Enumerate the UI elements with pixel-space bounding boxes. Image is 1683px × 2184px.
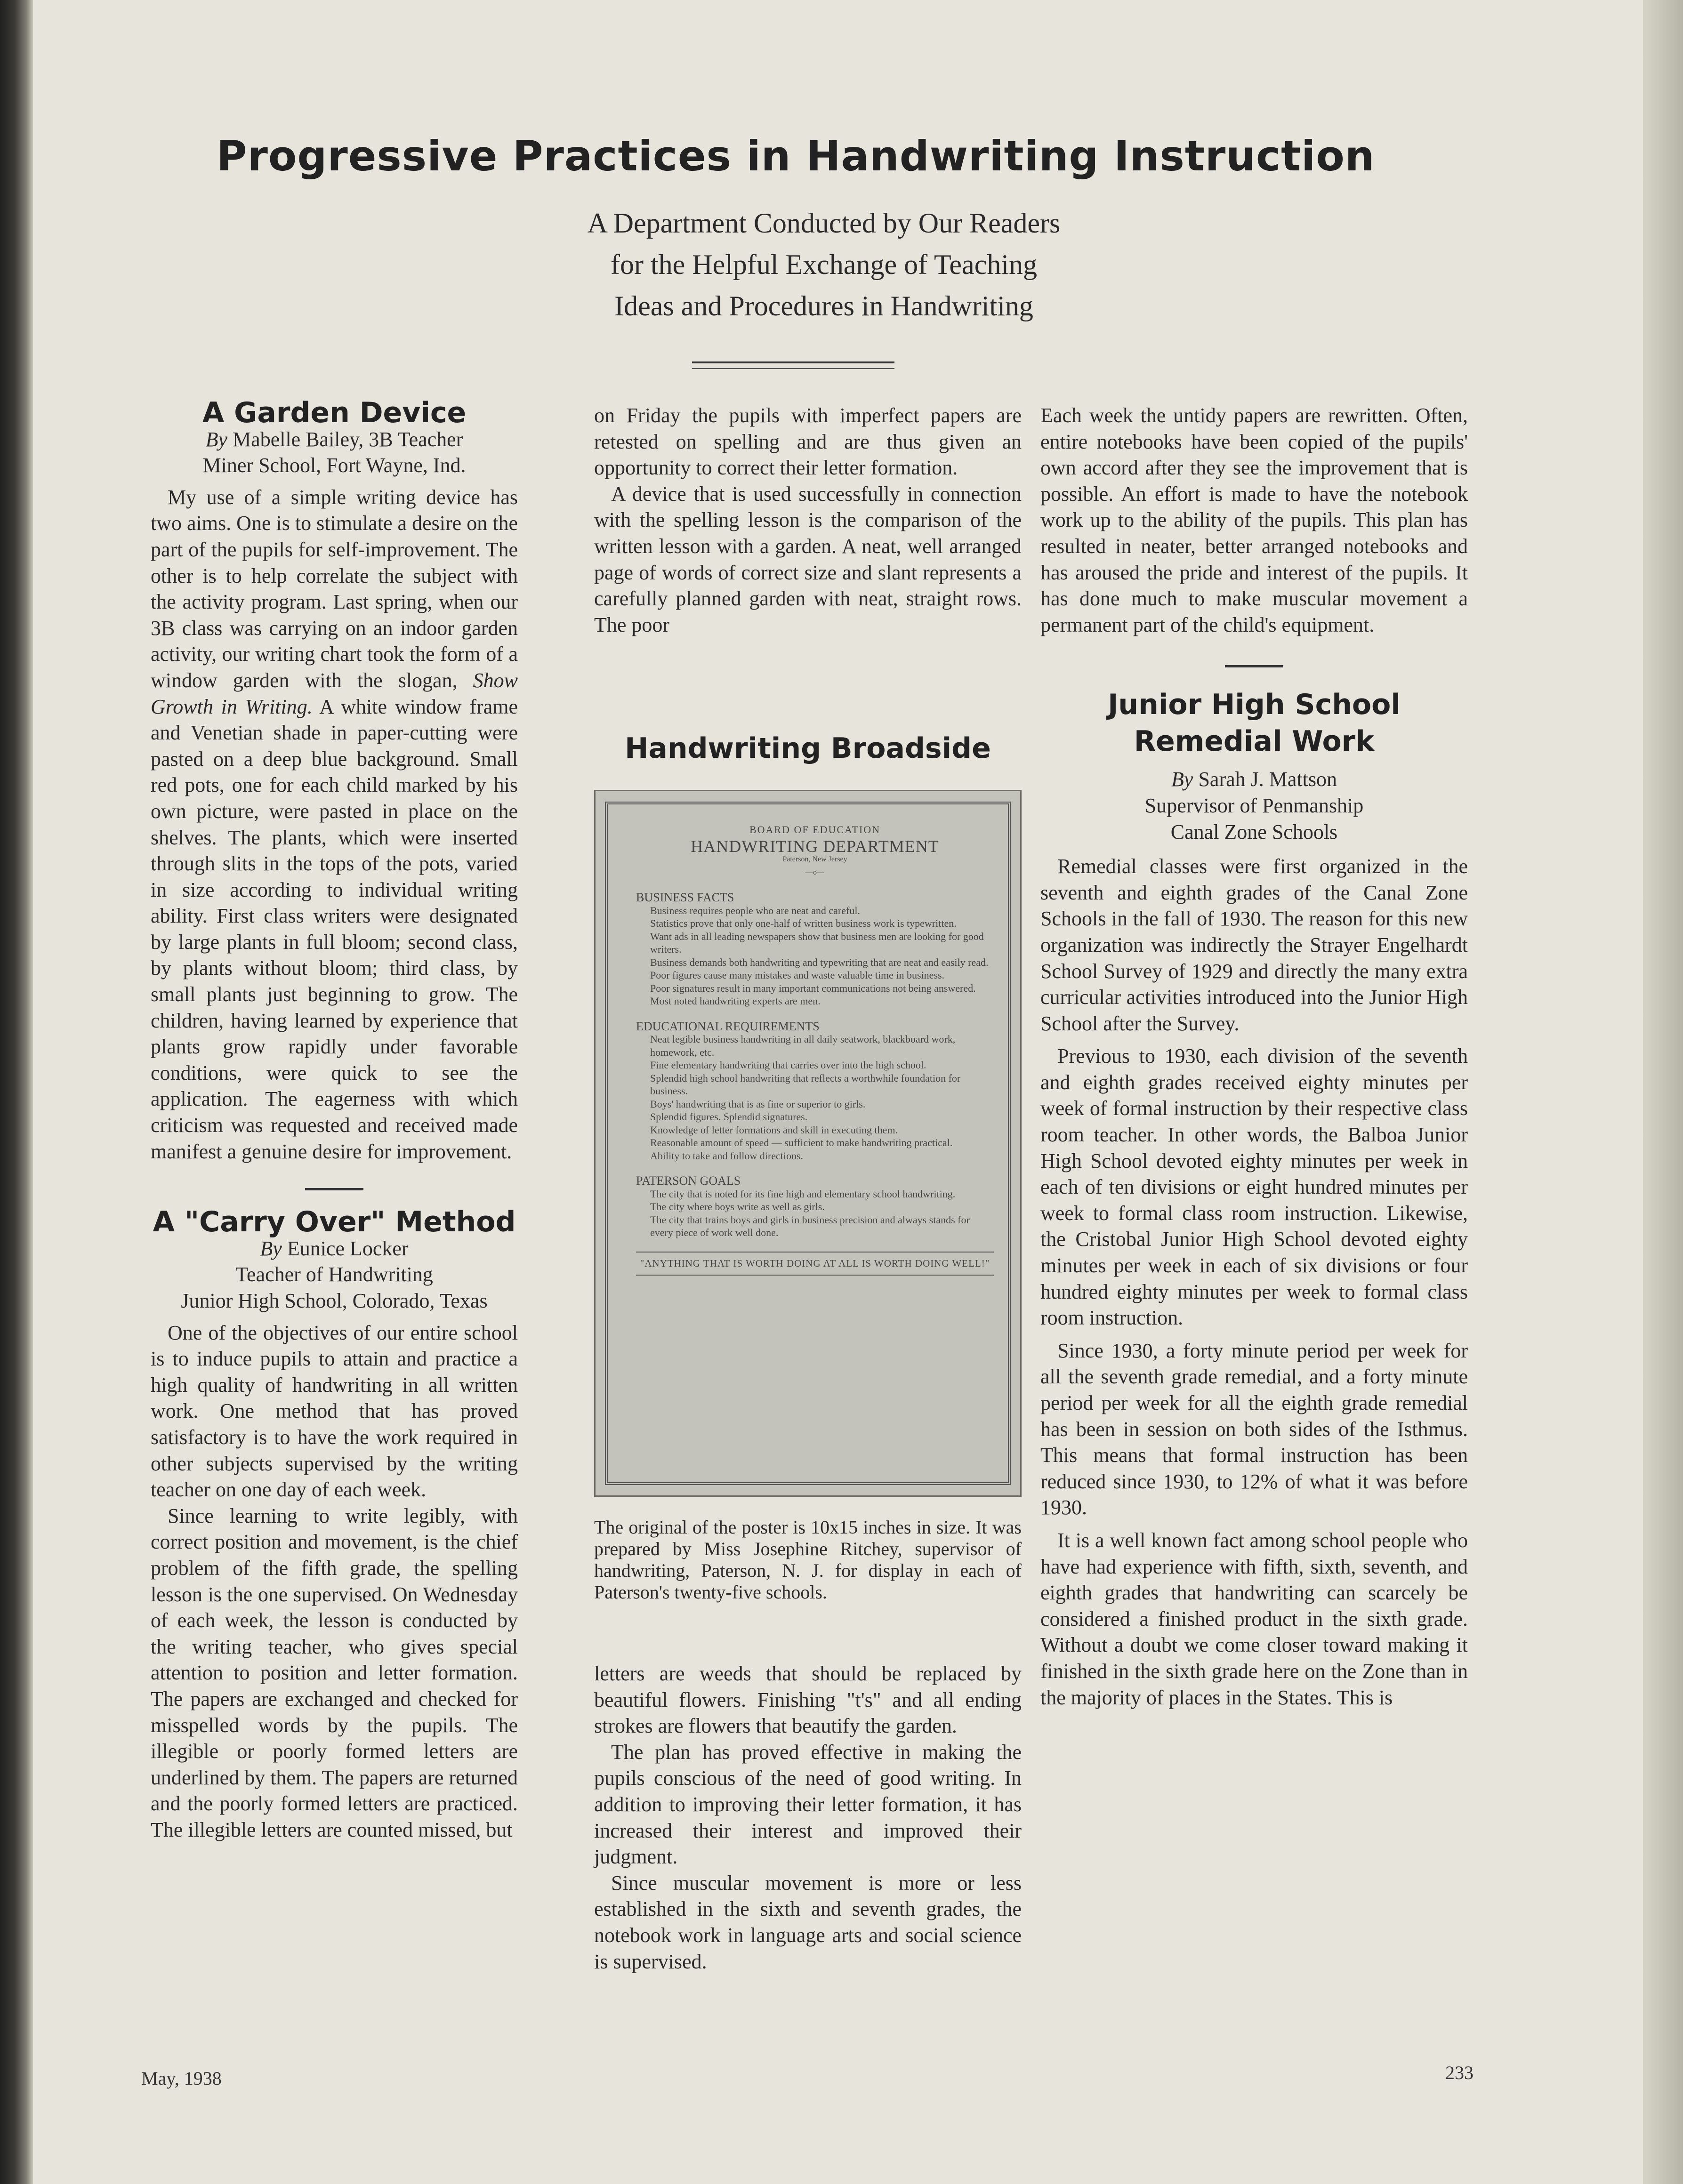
carry-over-author: Eunice Locker (282, 1237, 409, 1260)
garden-text-cont: A white window frame and Venetian shade in paper-cutting were pasted on a deep blue background. Small red pots, one for each child marked by his own picture, were pasted in place on the shelves. The plants, which were inserted through slits in the tops of the pots, varied in size according to individual writing ability. First class writers were designated by large plants in full bloom; second class, by plants without bloom; third class, by small plants just beginning to grow. The children, having learned by experience that plants grow rapidly under favorable conditions, were quick to see the application. The eagerness with which criticism was requested and received made manifest a genuine desire for improvement. (151, 695, 518, 1163)
carry-over-paragraph: Since learning to write legibly, with correct position and movement, is the chief problem of the fifth grade, the spelling lesson is the one supervised. On Wednesday of each week, the lesson is conducted by the writing teacher, who gives special attention to position and letter formation. The papers are exchanged and checked for misspelled words by the pupils. The illegible or poorly formed letters are underlined by them. The papers are returned and the poorly formed letters are practiced. The illegible letters are counted missed, but (151, 1504, 518, 1841)
garden-text: My use of a simple writing device has two aims. One is to stimulate a desire on the part of the pupils for self-improvement. The other is to help correlate the subject with the activity program. Last spring, when our 3B class was carrying on an indoor garden activity, our writing chart took the form of a window garden with the slogan, (151, 485, 518, 692)
garden-slogan: Show Growth in Writing. (151, 668, 518, 718)
junior-high-heading (1040, 686, 1468, 760)
by-label: By (205, 427, 228, 451)
carry-over-paragraph: One of the objectives of our entire school is to induce pupils to attain and practice a high quality of handwriting in all written work. One method that has proved satisfactory is to have the work required in other subjects supervised by the writing teacher on one day of each week. (151, 1321, 518, 1502)
carry-over-paragraph-cont: letters are weeds that should be replaced by beautiful flowers. Finishing "t's" and all ending strokes are flowers that beautify the garden. (594, 1662, 1022, 1738)
poster-motto: "ANYTHING THAT IS WORTH DOING AT ALL IS WORTH DOING WELL!" (636, 1252, 994, 1276)
section-divider (305, 1188, 363, 1190)
poster-line: Splendid figures. Splendid signatures. (650, 1111, 808, 1123)
poster-line: Poor signatures result in many important communications not being answered. (650, 982, 976, 994)
by-label: By (1171, 768, 1193, 791)
poster-department: HANDWRITING DEPARTMENT (691, 836, 939, 856)
poster-line: Splendid high school handwriting that reflects a worthwhile foundation for business. (650, 1072, 961, 1097)
carry-over-paragraph: A device that is used successfully in connection with the spelling lesson is the comparison of the written lesson with a garden. A neat, well arranged page of words of correct size and slant represents a carefully planned garden with neat, straight rows. The poor (594, 482, 1022, 636)
poster-section-title: BUSINESS FACTS (636, 891, 734, 904)
junior-high-paragraph: Remedial classes were first organized in the seventh and eighth grades of the Canal Zone Schools in the fall of 1930. The reason for this new organization was indirectly the Strayer Engelhardt School Survey of 1929 and directly the many extra curricular activities introduced into the Junior High School after the Survey. (1040, 855, 1468, 1035)
junior-high-heading-line: Junior High School (1108, 688, 1401, 722)
junior-high-byline (1040, 766, 1468, 793)
subtitle-line: Ideas and Procedures in Handwriting (614, 290, 1033, 321)
poster-line: Ability to take and follow directions. (650, 1149, 804, 1162)
poster-line: Reasonable amount of speed — sufficient to make handwriting practical. (650, 1137, 953, 1148)
garden-byline (151, 426, 518, 453)
issue-date: May, 1938 (141, 2068, 222, 2089)
poster-line: Most noted handwriting experts are men. (650, 995, 821, 1007)
page-number: 233 (1445, 2062, 1474, 2083)
carry-over-paragraph-cont: Each week the untidy papers are rewritten. Often, entire notebooks have been copied of the pupils' own accord after they see the improvement that is possible. An effort is made to have the notebook work up to the ability of the pupils. This plan has resulted in neater, better arranged notebooks and has aroused the pride and interest of the pupils. It has done much to make muscular movement a permanent part of the child's equipment. (1040, 404, 1468, 636)
carry-over-byline (151, 1236, 518, 1262)
poster-section-title: PATERSON GOALS (636, 1174, 741, 1188)
column-middle-lower (594, 1661, 1022, 1975)
junior-high-heading-line: Remedial Work (1134, 725, 1375, 758)
poster-ornament: —o— (805, 868, 824, 876)
junior-high-affiliation: Canal Zone Schools (1170, 820, 1338, 843)
junior-high-paragraph: Since 1930, a forty minute period per week for all the seventh grade remedial, and a forty minute period per week for all the eighth grade remedial has been in session on both sides of the Isthmus. This means that formal instruction has been reduced since 1930, to 12% of what it was before 1930. (1040, 1339, 1468, 1519)
poster-line: Boys' handwriting that is as fine or superior to girls. (650, 1098, 866, 1110)
subtitle-line: for the Helpful Exchange of Teaching (610, 249, 1037, 280)
poster-line: Statistics prove that only one-half of written business work is typewritten. (650, 917, 957, 929)
poster-line: The city that is noted for its fine high and elementary school handwriting. (650, 1188, 956, 1200)
poster-caption: The original of the poster is 10x15 inches in size. It was prepared by Miss Josephine Ritchey, supervisor of handwriting, Paterson, N. J. for display in each of Paterson's twenty-five schools. (594, 1517, 1022, 1603)
subtitle-line: A Department Conducted by Our Readers (587, 208, 1061, 239)
poster-board: BOARD OF EDUCATION (749, 824, 880, 835)
carry-over-paragraph: Since muscular movement is more or less established in the sixth and seventh grades, the notebook work in language arts and social science is supervised. (594, 1871, 1022, 1973)
poster-city: Paterson, New Jersey (782, 855, 847, 863)
carry-over-paragraph: The plan has proved effective in making the pupils conscious of the need of good writing. In addition to improving their letter formation, it has increased their interest and improved their judgment. (594, 1740, 1022, 1869)
handwriting-broadside-poster (594, 790, 1022, 1497)
broadside-heading: Handwriting Broadside (625, 732, 991, 765)
junior-high-paragraph: It is a well known fact among school people who have had experience with fifth, sixth, seventh, and eighth grades that handwriting can scarcely be considered a finished product in the sixth grade. Without a doubt we come closer toward making it finished in the sixth grade here on the Zone than in the majority of places in the States. This is (1040, 1528, 1468, 1709)
column-middle (594, 402, 1022, 638)
poster-line: Knowledge of letter formations and skill in executing them. (650, 1124, 898, 1136)
poster-line: The city where boys write as well as girls. (650, 1201, 825, 1212)
carry-over-affiliation: Junior High School, Colorado, Texas (181, 1289, 488, 1312)
book-spine-shadow (0, 0, 33, 2184)
garden-heading: A Garden Device (202, 396, 467, 429)
garden-author: Mabelle Bailey, 3B Teacher (227, 427, 463, 451)
junior-high-role: Supervisor of Penmanship (1144, 794, 1364, 817)
garden-paragraph (151, 484, 518, 1164)
carry-over-heading: A "Carry Over" Method (153, 1205, 516, 1239)
garden-affiliation: Miner School, Fort Wayne, Ind. (202, 454, 466, 477)
junior-high-paragraph: Previous to 1930, each division of the seventh and eighth grades received eighty minutes per week of formal instruction by their respective class room teacher. In other words, the Balboa Junior High School devoted eighty minutes per week in each of ten divisions or eight hundred minutes per week to formal class room instruction. Likewise, the Cristobal Junior High School devoted eighty minutes per week in each of six divisions or four hundred eighty minutes per week to formal class room instruction. (1040, 1044, 1468, 1330)
poster-frame (605, 802, 1011, 1485)
poster-line: Neat legible business handwriting in all daily seatwork, blackboard work, homework, etc. (650, 1033, 956, 1058)
page-subtitle (377, 202, 1271, 327)
column-left (151, 396, 518, 1843)
poster-line: Poor figures cause many mistakes and waste valuable time in business. (650, 969, 945, 981)
poster-line: Want ads in all leading newspapers show that business men are looking for good writers. (650, 930, 984, 955)
title-divider (692, 361, 894, 369)
poster-line: Business demands both handwriting and typewriting that are neat and easily read. (650, 956, 989, 968)
carry-over-paragraph-cont: on Friday the pupils with imperfect papers are retested on spelling and are thus given an opportunity to correct their letter formation. (594, 404, 1022, 480)
by-label: By (260, 1237, 282, 1260)
junior-high-author: Sarah J. Mattson (1193, 768, 1337, 791)
section-divider (1225, 665, 1283, 667)
page-title: Progressive Practices in Handwriting Instruction (217, 132, 1375, 180)
column-right (1040, 402, 1468, 1710)
page-edge (1643, 0, 1683, 2184)
carry-over-role: Teacher of Handwriting (235, 1263, 433, 1286)
poster-line: Fine elementary handwriting that carries over into the high school. (650, 1059, 926, 1071)
poster-line: The city that trains boys and girls in business precision and always stands for every piece of work well done. (650, 1213, 970, 1238)
poster-section-title: EDUCATIONAL REQUIREMENTS (636, 1019, 820, 1033)
poster-line: Business requires people who are neat and careful. (650, 904, 860, 916)
